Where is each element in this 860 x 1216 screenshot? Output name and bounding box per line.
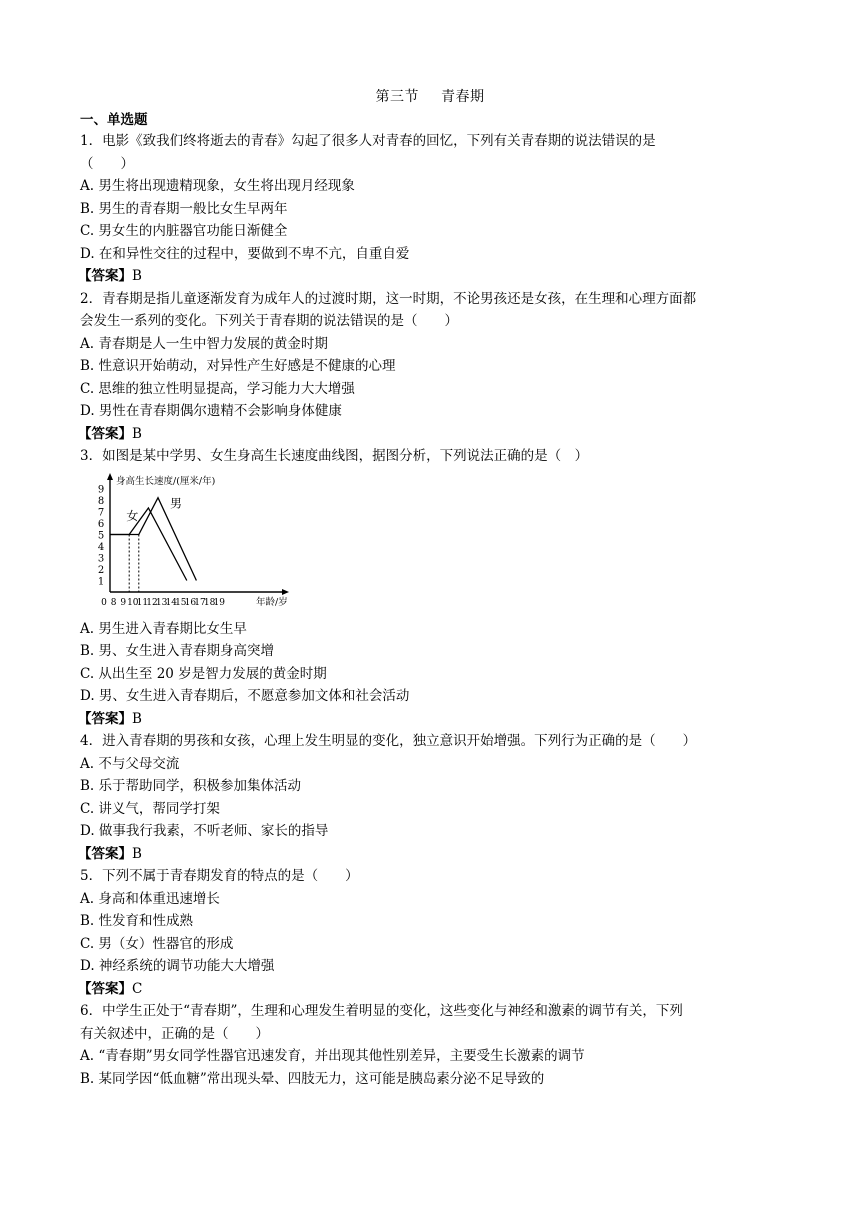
option-d: D. 男性在青春期偶尔遗精不会影响身体健康 bbox=[80, 403, 342, 419]
option-a: A. 青春期是人一生中智力发展的黄金时期 bbox=[80, 335, 328, 352]
y-tick-label: 7 bbox=[97, 507, 105, 518]
x-axis-label: 年龄/岁 bbox=[256, 596, 288, 608]
question-stem-line: 3．如图是某中学男、女生身高生长速度曲线图，据图分析，下列说法正确的是（ ） bbox=[80, 448, 589, 464]
option-b: B. 性意识开始萌动，对异性产生好感是不健康的心理 bbox=[80, 358, 396, 374]
option-b: B. 性发育和性成熟 bbox=[80, 913, 194, 929]
x-tick-label: 18 bbox=[203, 597, 216, 608]
x-tick-label: 9 bbox=[120, 597, 127, 608]
question-stem-line: （ ） bbox=[80, 155, 134, 172]
question-1 bbox=[80, 130, 790, 288]
y-tick-label: 5 bbox=[97, 530, 105, 541]
answer-line bbox=[78, 265, 790, 288]
title-topic: 青春期 bbox=[441, 89, 485, 105]
option-d: D. 神经系统的调节功能大大增强 bbox=[80, 958, 275, 974]
answer-line bbox=[78, 843, 790, 866]
question-stem-line: 6．中学生正处于“青春期”，生理和心理发生着明显的变化，这些变化与神经和激素的调节有关，下列 bbox=[80, 1003, 683, 1019]
option-d: D. 在和异性交往的过程中，要做到不卑不亢，自重自爱 bbox=[80, 245, 410, 262]
answer-label: 【答案】 bbox=[78, 268, 132, 284]
answer-line bbox=[78, 708, 790, 731]
series-line-male bbox=[110, 497, 196, 580]
option-a: A. 不与父母交流 bbox=[80, 755, 180, 772]
question-3 bbox=[80, 445, 790, 730]
option-d: D. 男、女生进入青春期后，不愿意参加文体和社会活动 bbox=[80, 688, 410, 704]
x-axis-arrow bbox=[282, 589, 289, 595]
page-title bbox=[0, 86, 860, 106]
y-tick-label: 2 bbox=[97, 564, 105, 576]
option-a: A. 男生将出现遗精现象，女生将出现月经现象 bbox=[80, 178, 355, 194]
growth-chart-svg bbox=[86, 472, 306, 612]
question-stem-line: 会发生一系列的变化。下列关于青春期的说法错误的是（ ） bbox=[80, 313, 458, 329]
answer-value: B bbox=[132, 425, 142, 442]
x-tick-label: 8 bbox=[110, 597, 117, 608]
answer-value: B bbox=[132, 845, 142, 862]
answer-value: B bbox=[132, 268, 142, 284]
x-tick-label: 19 bbox=[213, 597, 225, 608]
option-a: A. 男生进入青春期比女生早 bbox=[80, 620, 247, 637]
y-tick-label: 8 bbox=[97, 495, 105, 507]
x-tick-label: 0 bbox=[101, 597, 107, 608]
option-c: C. 男（女）性器官的形成 bbox=[80, 935, 234, 952]
x-tick-label: 10 bbox=[127, 597, 139, 608]
answer-label: 【答案】 bbox=[78, 845, 132, 862]
question-stem-line: 有关叙述中，正确的是（ ） bbox=[80, 1025, 269, 1042]
section-heading: 一、单选题 bbox=[80, 112, 148, 128]
y-tick-label: 1 bbox=[97, 576, 105, 587]
y-tick-label: 4 bbox=[97, 541, 105, 553]
y-tick-label: 6 bbox=[97, 518, 105, 530]
option-a: A. 身高和体重迅速增长 bbox=[80, 890, 220, 907]
question-5 bbox=[80, 865, 790, 1000]
y-axis-label: 身高生长速度/(厘米/年) bbox=[116, 475, 216, 487]
series-label: 女 bbox=[126, 508, 139, 523]
answer-label: 【答案】 bbox=[78, 710, 132, 727]
y-axis-arrow bbox=[107, 473, 113, 480]
answer-label: 【答案】 bbox=[78, 980, 132, 997]
series-line-female bbox=[110, 508, 187, 581]
option-c: C. 男女生的内脏器官功能日渐健全 bbox=[80, 223, 288, 239]
option-b: B. 乐于帮助同学，积极参加集体活动 bbox=[80, 778, 302, 794]
answer-value: B bbox=[132, 710, 142, 727]
question-stem-line: 5．下列不属于青春期发育的特点的是（ ） bbox=[80, 868, 359, 884]
question-stem-line: 1．电影《致我们终将逝去的青春》勾起了很多人对青春的回忆，下列有关青春期的说法错误的是 bbox=[80, 133, 656, 149]
option-d: D. 做事我行我素，不听老师、家长的指导 bbox=[80, 823, 329, 839]
x-tick-label: 14 bbox=[165, 597, 177, 608]
x-tick-label: 16 bbox=[184, 597, 197, 608]
question-stem-line: 4．进入青春期的男孩和女孩，心理上发生明显的变化，独立意识开始增强。下列行为正确的是（ ） bbox=[80, 733, 697, 749]
series-label: 男 bbox=[170, 496, 183, 511]
growth-chart bbox=[80, 472, 790, 614]
option-c: C. 思维的独立性明显提高，学习能力大大增强 bbox=[80, 380, 355, 397]
x-tick-label: 12 bbox=[146, 597, 158, 608]
answer-value: C bbox=[132, 980, 143, 997]
question-4 bbox=[80, 730, 790, 865]
answer-line bbox=[78, 978, 790, 1001]
x-tick-label: 15 bbox=[175, 597, 187, 608]
x-tick-label: 13 bbox=[155, 597, 168, 608]
question-list bbox=[80, 130, 790, 1090]
option-b: B. 男生的青春期一般比女生早两年 bbox=[80, 200, 288, 217]
x-tick-label: 11 bbox=[136, 597, 149, 608]
question-6 bbox=[80, 1000, 790, 1090]
answer-line bbox=[78, 423, 790, 446]
y-tick-label: 3 bbox=[97, 553, 105, 564]
answer-label: 【答案】 bbox=[78, 425, 132, 442]
option-c: C. 从出生至 20 岁是智力发展的黄金时期 bbox=[80, 665, 327, 682]
question-stem-line: 2．青春期是指儿童逐渐发育为成年人的过渡时期，这一时期，不论男孩还是女孩，在生理和心理方面都 bbox=[80, 290, 697, 307]
y-tick-label: 9 bbox=[97, 484, 105, 495]
option-c: C. 讲义气，帮同学打架 bbox=[80, 800, 220, 817]
option-b: B. 男、女生进入青春期身高突增 bbox=[80, 643, 275, 659]
option-b: B. 某同学因“低血糖”常出现头晕、四肢无力，这可能是胰岛素分泌不足导致的 bbox=[80, 1070, 545, 1087]
x-tick-label: 17 bbox=[194, 597, 206, 608]
option-a: A. “青春期”男女同学性器官迅速发育，并出现其他性别差异，主要受生长激素的调节 bbox=[80, 1048, 585, 1064]
title-section-number: 第三节 bbox=[375, 89, 419, 105]
question-2 bbox=[80, 288, 790, 446]
